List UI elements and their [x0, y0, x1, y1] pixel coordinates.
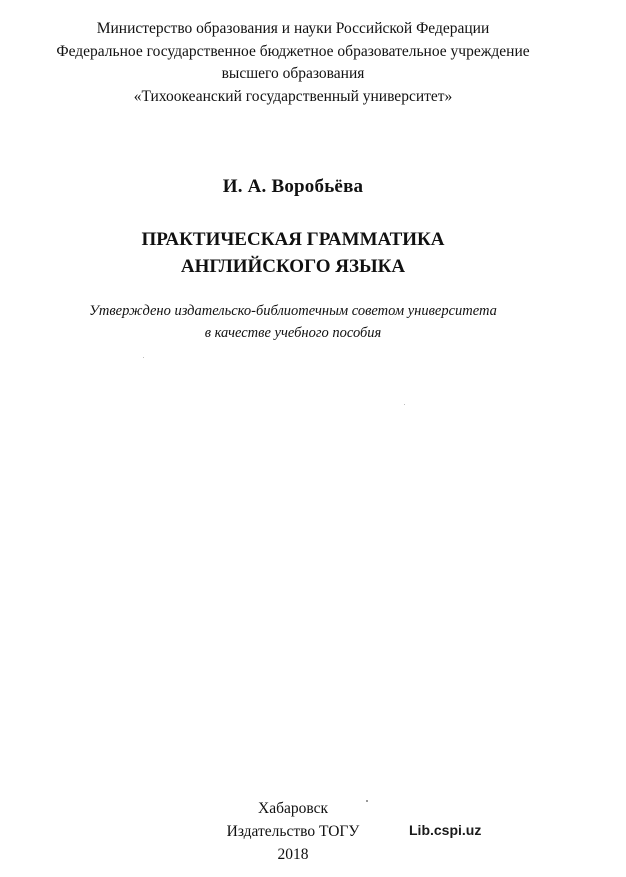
- university-name-line: «Тихоокеанский государственный университет»: [133, 87, 453, 105]
- institution-type-line: Федеральное государственное бюджетное образовательное учреждение: [56, 42, 530, 60]
- scan-speck: [404, 404, 405, 405]
- organization-header: [0, 18, 586, 108]
- education-level-line: высшего образования: [221, 65, 365, 82]
- approval-note: [0, 300, 586, 344]
- book-title-line-2: АНГЛИЙСКОГО ЯЗЫКА: [180, 256, 406, 277]
- imprint-year: 2018: [277, 846, 309, 863]
- scan-speck: [143, 357, 144, 358]
- book-title-line-1: ПРАКТИЧЕСКАЯ ГРАММАТИКА: [141, 229, 445, 250]
- approval-line-2: в качестве учебного пособия: [204, 325, 382, 341]
- ministry-line: Министерство образования и науки Российской Федерации: [96, 20, 490, 37]
- imprint-publisher: Издательство ТОГУ: [226, 823, 360, 840]
- library-watermark: Lib.cspi.uz: [409, 822, 482, 838]
- author-name: И. А. Воробьёва: [222, 176, 364, 197]
- imprint-city: Хабаровск: [258, 800, 328, 817]
- book-title: [0, 226, 586, 280]
- imprint: [0, 797, 586, 866]
- approval-line-1: Утверждено издательско-библиотечным советом университета: [89, 303, 497, 319]
